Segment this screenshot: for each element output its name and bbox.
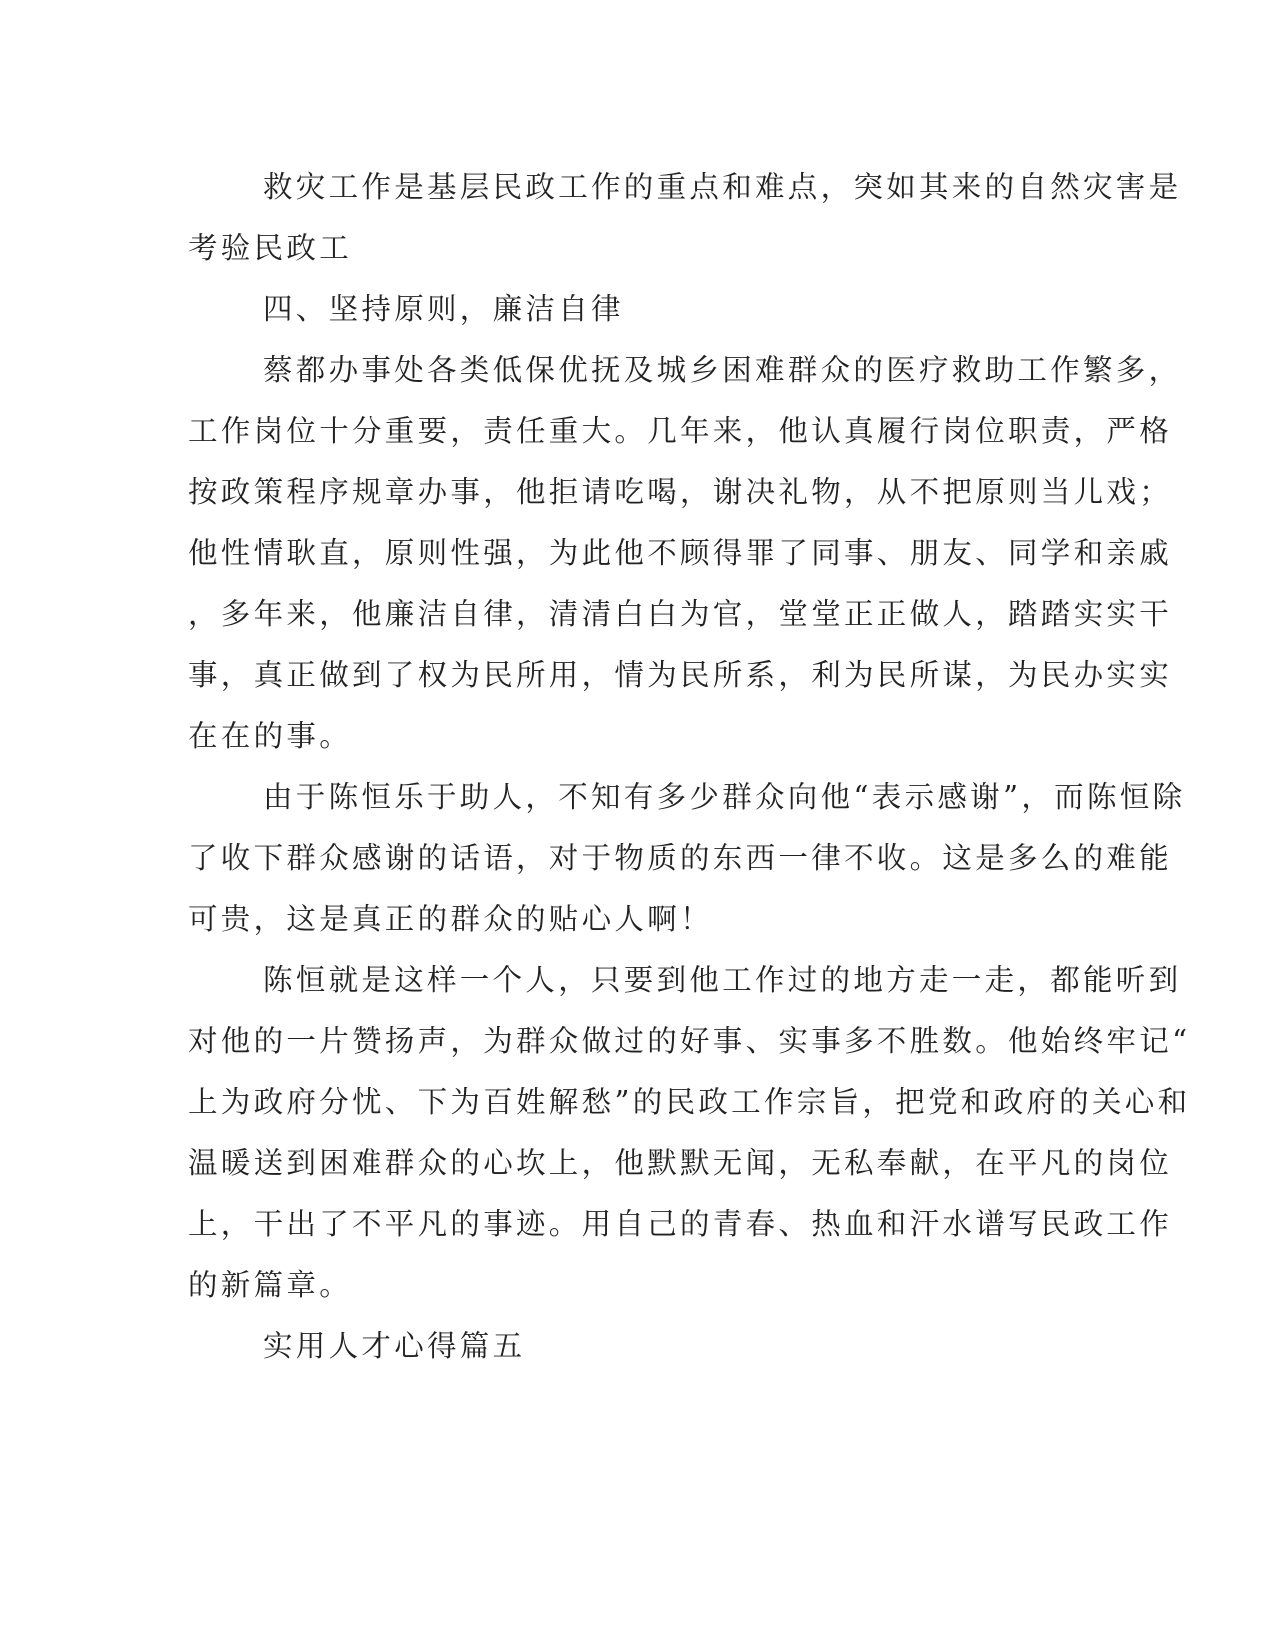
text-line: 上为政府分忧、下为百姓解愁”的民政工作宗旨，把党和政府的关心和 [188,1085,1191,1119]
text-line: 上，干出了不平凡的事迹。用自己的青春、热血和汗水谱写民政工作 [188,1207,1173,1241]
text-line: 救灾工作是基层民政工作的重点和难点，突如其来的自然灾害是 [263,170,1182,204]
text-line: 事，真正做到了权为民所用，情为民所系，利为民所谋，为民办实实 [188,658,1173,692]
text-line: 工作岗位十分重要，责任重大。几年来，他认真履行岗位职责，严格 [188,414,1173,448]
text-line: 他性情耿直，原则性强，为此他不顾得罪了同事、朋友、同学和亲戚 [188,536,1173,570]
text-line: 了收下群众感谢的话语，对于物质的东西一律不收。这是多么的难能 [188,841,1173,875]
section-heading: 实用人才心得篇五 [263,1329,526,1363]
text-line: 的新篇章。 [188,1268,353,1302]
text-line: 温暖送到困难群众的心坎上，他默默无闻，无私奉献，在平凡的岗位 [188,1146,1173,1180]
text-line: 按政策程序规章办事，他拒请吃喝，谢决礼物，从不把原则当儿戏； [188,475,1173,509]
text-line: 可贵，这是真正的群众的贴心人啊！ [188,902,713,936]
text-line: 蔡都办事处各类低保优抚及城乡困难群众的医疗救助工作繁多， [263,353,1182,387]
text-line: 考验民政工 [188,231,353,265]
text-line: 由于陈恒乐于助人，不知有多少群众向他“表示感谢”，而陈恒除 [263,780,1186,814]
section-heading: 四、坚持原则，廉洁自律 [263,292,624,326]
document-body [188,157,1191,1377]
text-line: 陈恒就是这样一个人，只要到他工作过的地方走一走，都能听到 [263,963,1182,997]
text-line: 在在的事。 [188,719,353,753]
text-line: 对他的一片赞扬声，为群众做过的好事、实事多不胜数。他始终牢记“ [188,1024,1191,1058]
text-line: ，多年来，他廉洁自律，清清白白为官，堂堂正正做人，踏踏实实干 [188,597,1173,631]
